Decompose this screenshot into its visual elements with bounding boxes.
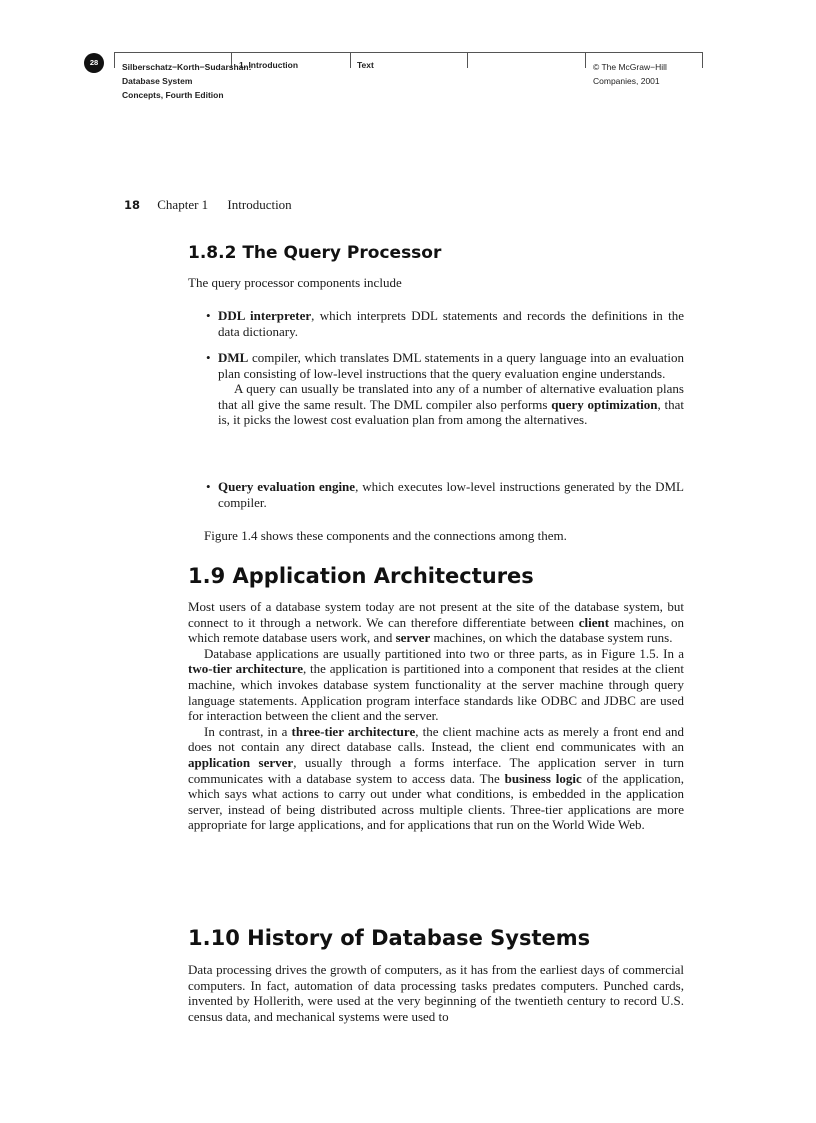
header-divider — [114, 52, 115, 68]
term-application-server: application server — [188, 754, 294, 770]
header-book-info — [122, 60, 251, 102]
s19-paragraph-2 — [188, 646, 684, 724]
bullet-ddl-interpreter — [206, 308, 684, 339]
section-heading-1-9: 1.9 Application Architectures — [188, 564, 534, 588]
text-span: A query can usually be translated into any of a number of alternative evaluation plans that all give the same result. The DML compiler also performs — [218, 381, 684, 412]
section-heading-1-10: 1.10 History of Database Systems — [188, 926, 591, 950]
chapter-title: Introduction — [227, 197, 292, 212]
header-authors: Silberschatz−Korth−Sudarshan: — [122, 62, 252, 72]
copyright-line-1: © The McGraw−Hill — [593, 62, 667, 72]
text-span: Most users of a database system today are not present at the site of the database system, but connect to it through a network. We can therefore differentiate between — [188, 599, 684, 630]
term-three-tier-architecture: three-tier architecture — [291, 723, 416, 739]
bullet-dml-compiler — [206, 350, 684, 428]
bullet-subparagraph — [218, 381, 684, 428]
s110-paragraph-1: Data processing drives the growth of computers, as it has from the earliest days of commercial computers. In fact, automation of data processing tasks predates computers. Punched cards, invented by Hollerith, were used at the very beginning of the twentieth century to record U.S. census data, and mechanical systems were used to — [188, 962, 684, 1024]
term-two-tier-architecture: two-tier architecture — [188, 661, 303, 677]
section-heading-1-8-2: 1.8.2 The Query Processor — [188, 243, 442, 263]
s182-intro: The query processor components include — [188, 275, 402, 290]
text-span: In contrast, in a — [204, 723, 292, 739]
text-span: Database applications are usually partitioned into two or three parts, as in Figure 1.5. In a — [204, 645, 684, 661]
bullet-text: , which executes low-level instructions generated by the DML compiler. — [218, 479, 684, 510]
header-copyright — [593, 60, 667, 88]
term-client: client — [578, 614, 610, 630]
header-divider — [467, 52, 468, 68]
text-span: , that is, it picks the lowest cost evaluation plan from among the alternatives. — [218, 396, 684, 428]
header-divider — [585, 52, 586, 68]
s19-body — [188, 599, 684, 833]
bullet-dot: • — [206, 308, 211, 323]
header-divider — [702, 52, 703, 68]
term-business-logic: business logic — [504, 770, 582, 786]
header-type: Text — [357, 60, 374, 70]
text-span: , the application is partitioned into a component that resides at the client machine, which invokes database system functionality at the server machine through query language statements. Application program interface standards like ODBC and JDBC are used for interaction between the client and the server. — [188, 661, 684, 724]
term-query-optimization: query optimization — [551, 396, 658, 412]
text-span: , the client machine acts as merely a front end and does not contain any direct database calls. Instead, the client end communicates with an — [188, 723, 684, 755]
chapter-label: Chapter 1 — [157, 197, 209, 212]
bullet-query-evaluation-engine — [206, 479, 684, 510]
text-span: , usually through a forms interface. The application server in turn communicates with a database system to access data. The — [188, 754, 684, 786]
s182-closing: Figure 1.4 shows these components and the connections among them. — [204, 528, 567, 543]
bullet-dot: • — [206, 479, 211, 494]
page-badge: 28 — [84, 53, 104, 73]
s19-paragraph-3 — [188, 724, 684, 833]
term-dml: DML — [218, 350, 249, 365]
header-divider — [350, 52, 351, 68]
bullet-text: compiler, which translates DML statements in a query language into an evaluation plan consisting of low-level instructions that the query evaluation engine understands. — [218, 350, 684, 381]
running-head — [124, 197, 292, 213]
text-span: machines, on which remote database users work, and — [188, 614, 685, 646]
page-number: 18 — [124, 198, 141, 212]
term-server: server — [395, 630, 431, 646]
text-span: of the application, which says what actions to carry out under what conditions, is embedded in the application server, instead of being distributed across multiple clients. Three-tier applications are more appropriate for large applications, and for applications that run on the World Wide Web. — [188, 770, 684, 833]
header-rule — [114, 52, 702, 53]
header-chapter: 1. Introduction — [239, 60, 299, 70]
bullet-text: , which interprets DDL statements and records the definitions in the data dictionary. — [218, 308, 684, 339]
term-ddl-interpreter: DDL interpreter — [218, 308, 312, 323]
term-query-evaluation-engine: Query evaluation engine — [218, 479, 356, 494]
header-book-title: Database System — [122, 76, 193, 86]
s19-paragraph-1 — [188, 599, 684, 646]
header-book-edition: Concepts, Fourth Edition — [122, 90, 224, 100]
copyright-line-2: Companies, 2001 — [593, 76, 660, 86]
text-span: machines, on which the database system runs. — [430, 630, 673, 646]
bullet-dot: • — [206, 350, 211, 365]
